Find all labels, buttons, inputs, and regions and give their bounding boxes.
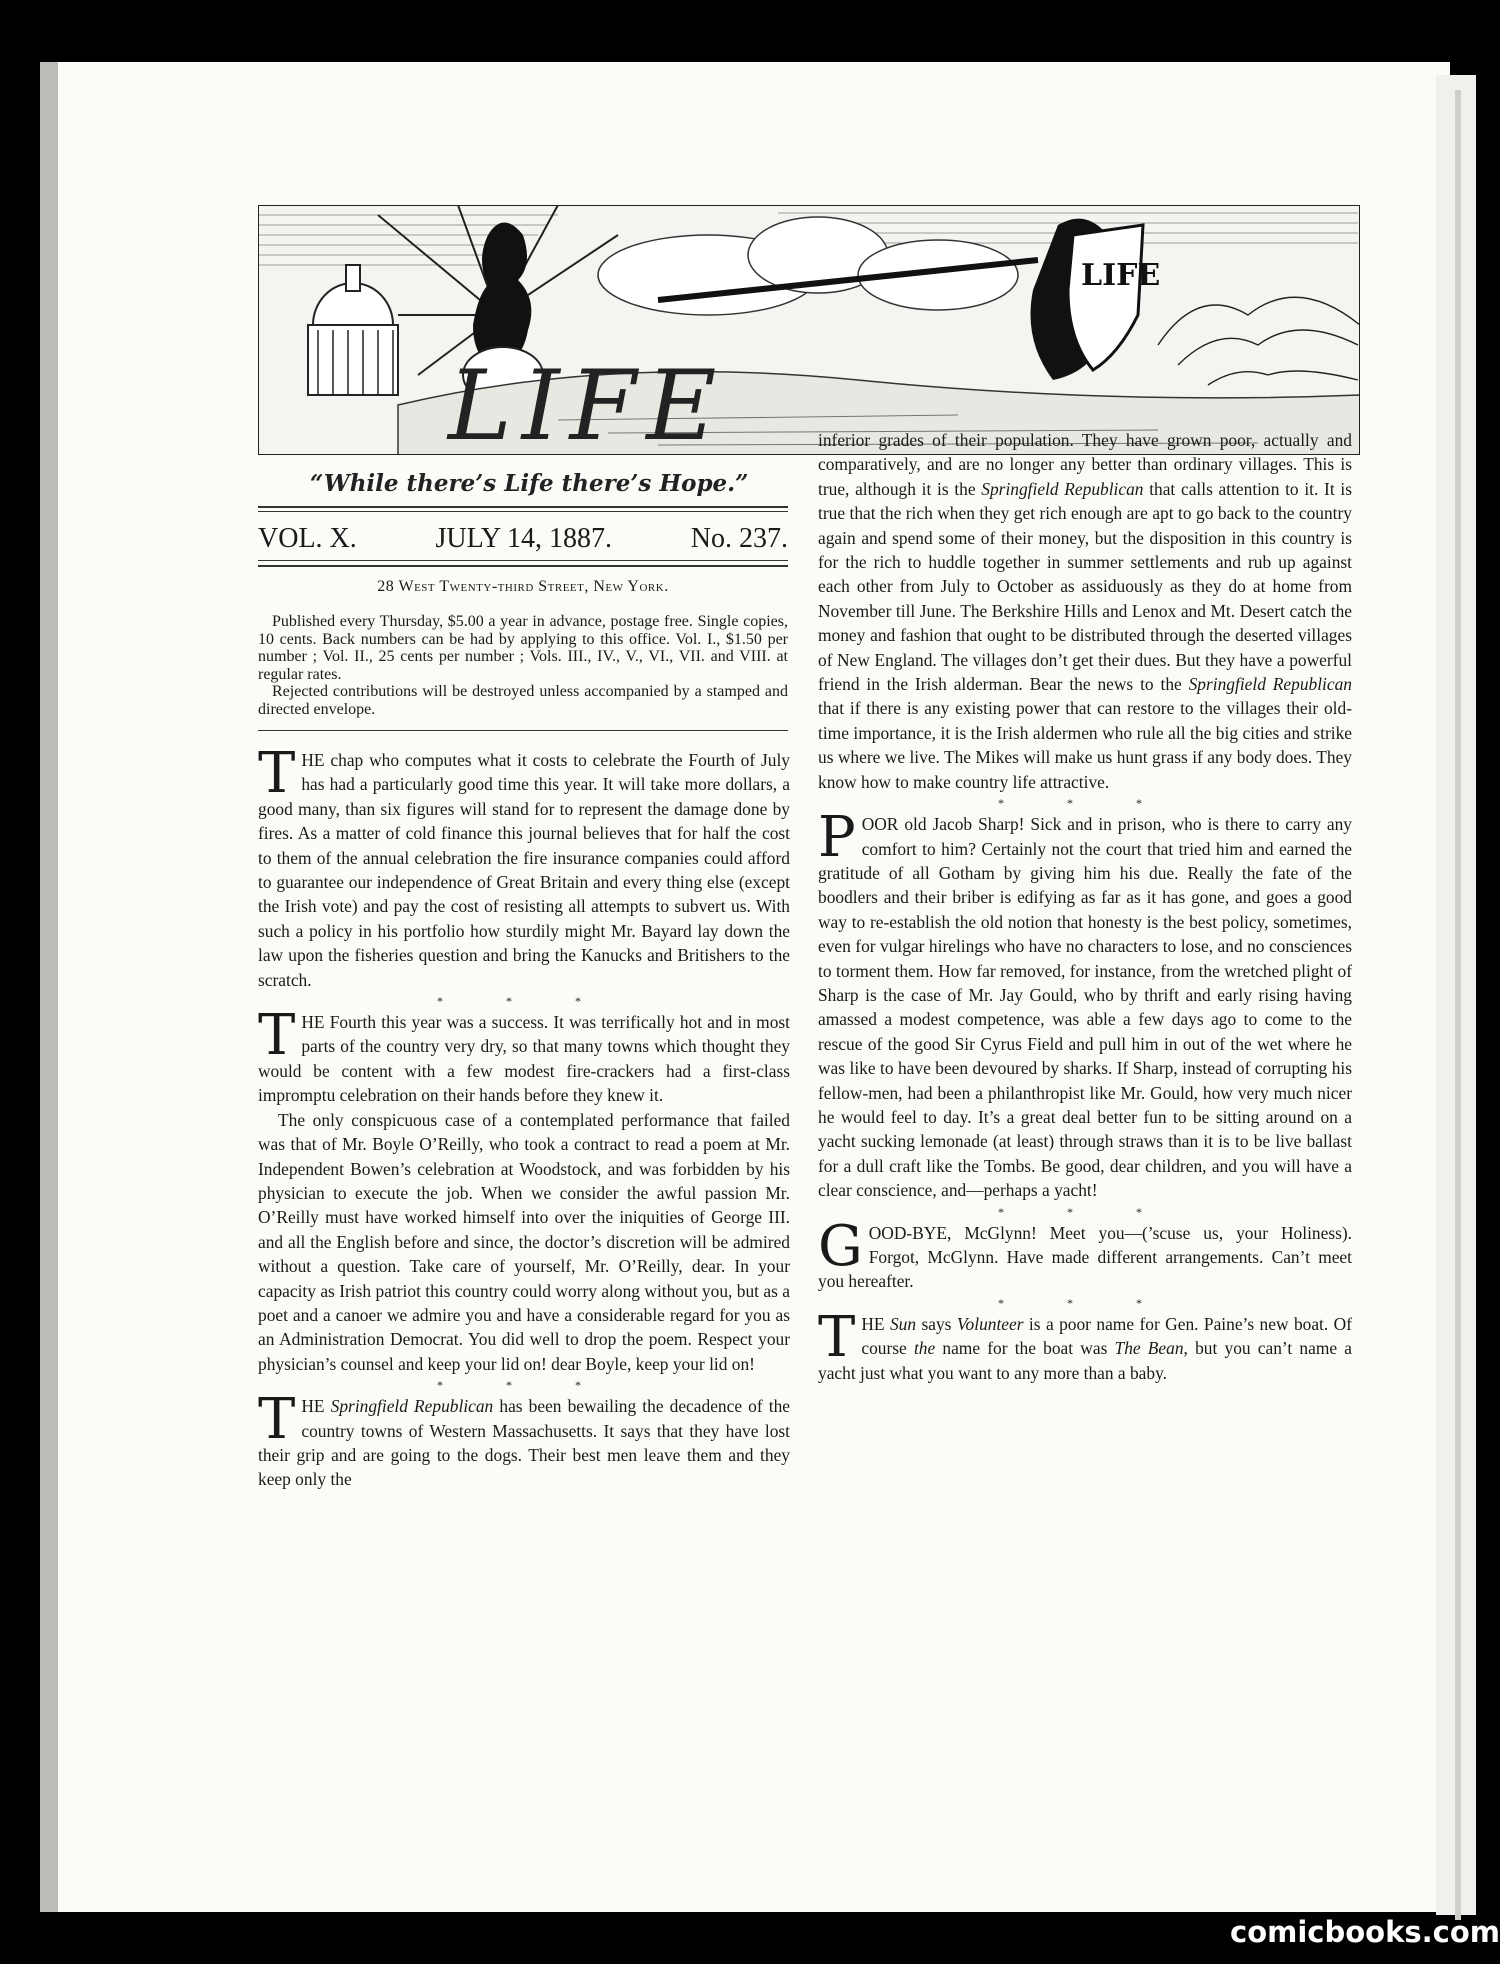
newspaper-name: Springfield Republican bbox=[330, 1396, 494, 1417]
rule-mid bbox=[258, 565, 788, 567]
masthead-title: LIFE bbox=[448, 350, 727, 462]
article-text: HE Fourth this year was a success. It was terrifically hot and in most parts of the country very dry, so that many towns which thought they would be content with a few modest fire-crackers had a first-class impromptu celebration on their hands before they knew it. bbox=[258, 1012, 790, 1106]
newspaper-name: Sun bbox=[889, 1313, 917, 1334]
left-column bbox=[258, 741, 790, 1492]
page-edge-shadow bbox=[1455, 90, 1461, 1920]
issue-number: No. 237. bbox=[690, 523, 788, 554]
masthead-engraving bbox=[258, 205, 1360, 455]
masthead-illustration bbox=[258, 205, 1360, 462]
drop-cap: T bbox=[818, 1304, 856, 1370]
section-separator: * * * bbox=[437, 1378, 611, 1393]
drop-cap: G bbox=[818, 1213, 863, 1279]
newspaper-name: Springfield Republican bbox=[1188, 674, 1352, 695]
masthead-motto: “While there’s Life there’s Hope.” bbox=[310, 470, 749, 497]
article-springfield-continued: inferior grades of their population. They have grown poor, actually and comparatively, and are no longer any better than ordinary villages. This is true, although it is the Springfield Republican that calls attention to it. It is true that the rich when they get rich enough are apt to go back to the country again and spend some of their money, but the disposition in this country is for the rich to huddle together in summer settlements and rub up against each other from July to October as assiduously as they do at home from November till June. The Berkshire Hills and Lenox and Mt. Desert catch the money and fashion that ought to be distributed through the deserted villages of New England. The villages don’t get their dues. But they have a powerful friend in the Irish alderman. Bear the news to the Springfield Republican that if there is any existing power that can restore to the villages their old-time importance, it is the Irish aldermen who rule all the big cities and strike us where we live. The Mikes will make us hunt grass if any body does. They know how to make country life attractive. bbox=[818, 430, 1352, 792]
publication-notice bbox=[258, 613, 788, 718]
section-separator: * * * bbox=[437, 994, 611, 1009]
newspaper-name: Springfield Republican bbox=[981, 478, 1144, 499]
notice-contributions: Rejected contributions will be destroyed unless accompanied by a stamped and directed envelope. bbox=[258, 683, 788, 718]
issue-volume: VOL. X. bbox=[258, 523, 357, 554]
article-text: has been bewailing the decadence of the country towns of Western Massachusetts. It says that they have lost their grip and are going to the dogs. Their best men leave them and they keep only the bbox=[258, 1396, 790, 1490]
article-jacob-sharp bbox=[818, 805, 1352, 1203]
issue-date: JULY 14, 1887. bbox=[435, 523, 613, 554]
section-separator: * * * bbox=[998, 1204, 1172, 1219]
article-sun-yacht: THE Sun says Volunteer is a poor name for Gen. Paine’s new boat. Of course the name for the boat was The Bean, but you can’t name a yacht just what you want to any more than a baby. bbox=[818, 1304, 1353, 1383]
article-text: OOD-BYE, McGlynn! Meet you—(’scuse us, your Holiness). Forgot, McGlynn. Have made different arrangements. Can’t meet you hereafter. bbox=[818, 1222, 1352, 1292]
article-text: HE chap who computes what it costs to celebrate the Fourth of July has had a particularly good time this year. It will take more dollars, a good many, than six figures will stand for to represent the damage done by fires. As a matter of cold finance this journal believes that for half the cost to them of the annual celebration the fire insurance companies could afford to guarantee our independence of Great Britain and every thing else (except the Irish vote) and pay the cost of resisting all attempts to subvert us. With such a policy in his portfolio how sturdily might Mr. Bayard lay down the law upon the fisheries question and bring the Kanucks and Britishers to the scratch. bbox=[258, 750, 790, 990]
section-separator: * * * bbox=[998, 796, 1172, 811]
rule-top-thin bbox=[258, 511, 788, 512]
section-separator: * * * bbox=[998, 1295, 1172, 1310]
drop-cap: P bbox=[818, 805, 856, 871]
office-address: 28 West Twenty-third Street, New York. bbox=[377, 578, 669, 595]
notice-terms: Published every Thursday, $5.00 a year in advance, postage free. Single copies, 10 cents. Back numbers can be had by applying to this office. Vol. I., $1.50 per number ; Vol. II., 25 cents per number ; Vols. III., IV., V., VI., VII. and VIII. at regular rates. bbox=[258, 613, 788, 683]
drop-cap: T bbox=[258, 741, 296, 806]
rule-top bbox=[258, 506, 788, 508]
issue-line bbox=[258, 523, 788, 555]
article-mcglynn bbox=[818, 1213, 1352, 1294]
boat-name: Volunteer bbox=[956, 1313, 1024, 1334]
drop-cap: T bbox=[258, 1387, 296, 1453]
rule-mid-thin bbox=[258, 560, 788, 561]
right-column bbox=[818, 428, 1352, 1385]
article-springfield: THE Springfield Republican has been bewailing the decadence of the country towns of Western Massachusetts. It says that they have lost their grip and are going to the dogs. Their best men leave them and they keep only the bbox=[258, 1387, 790, 1490]
rule-notice bbox=[258, 730, 788, 731]
article-text: OOR old Jacob Sharp! Sick and in prison, who is there to carry any comfort to him? Certainly not the court that tried him and earned the gratitude of all Gotham by giving him his due. Really the fate of the boodlers and their briber is edifying as far as it has gone, and goes a good way to re-establish the old notion that honesty is the best policy, sometimes, even for vulgar hirelings who have no characters to lose, and no consciences to torment them. How far removed, for instance, from the wretched plight of Sharp is the case of Mr. Jay Gould, who by thrift and early rising having amassed a modest competence, was able a few days ago to come to the rescue of the good Sir Cyrus Field and pull him in out of the wet where he was like to have been devoured by sharks. If Sharp, instead of corrupting his fellow-men, had been a philanthropist like Mr. Gould, how very much nicer he would feel to day. It’s a great deal better fun to be sitting around on a yacht sucking lemonade (at least) through straws than it is to be live ballast for a dull craft like the Tombs. Be good, dear children, and you will have a clear conscience, and—perhaps a yacht! bbox=[818, 814, 1352, 1201]
boat-name: The Bean bbox=[1114, 1338, 1184, 1359]
article-oreilly: The only conspicuous case of a contemplated performance that failed was that of Mr. Boyle O’Reilly, who took a contract to read a poem at Mr. Independent Bowen’s celebration at Woodstock, and was forbidden by his physician to execute the job. When we consider the awful passion Mr. O’Reilly must have worked himself into over the iniquities of George III. and all the English before and since, the doctor’s discretion will be admired without a question. Take care of yourself, Mr. O’Reilly, dear. In your capacity as Irish patriot this country could worry along without you, but as a poet and a canoer we admire you and have a considerable regard for you as an Administration Democrat. You did well to drop the poem. Respect your physician’s counsel and keep your lid on! dear Boyle, keep your lid on! bbox=[258, 1109, 790, 1374]
article-fourth-cost bbox=[258, 741, 790, 992]
article-fourth-success bbox=[258, 1003, 790, 1108]
drop-cap: T bbox=[258, 1003, 296, 1069]
watermark: comicbooks.com bbox=[1230, 1915, 1500, 1949]
shield-text: LIFE bbox=[1081, 258, 1161, 293]
